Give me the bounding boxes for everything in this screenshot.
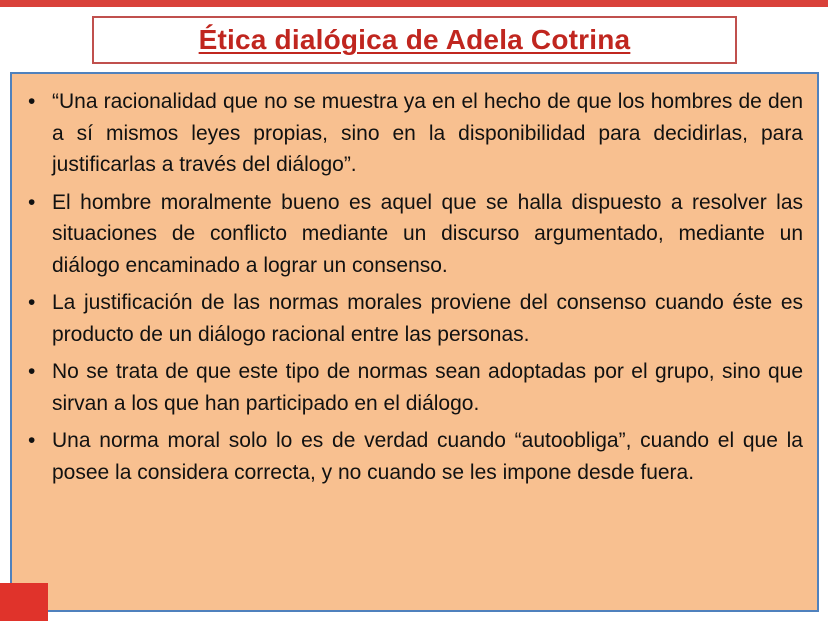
bullet-dot-icon: • bbox=[28, 360, 36, 383]
corner-accent-block bbox=[0, 583, 48, 621]
bullet-list bbox=[24, 86, 803, 488]
bullet-text: Una norma moral solo lo es de verdad cuando “autoobliga”, cuando el que la posee la considera correcta, y no cuando se les impone desde fuera. bbox=[52, 429, 803, 484]
bullet-item bbox=[24, 187, 803, 282]
bullet-dot-icon: • bbox=[28, 90, 36, 113]
bullet-dot-icon: • bbox=[28, 429, 36, 452]
bullet-text: “Una racionalidad que no se muestra ya en el hecho de que los hombres de den a sí mismos leyes propias, sino en la disponibilidad para decidirlas, para justificarlas a través del diálogo”. bbox=[52, 90, 803, 176]
top-accent-bar bbox=[0, 0, 828, 7]
slide-title-box bbox=[92, 16, 737, 64]
bullet-item bbox=[24, 287, 803, 350]
bullet-dot-icon: • bbox=[28, 190, 36, 214]
bullet-item bbox=[24, 425, 803, 488]
bullet-text: La justificación de las normas morales proviene del consenso cuando éste es producto de un diálogo racional entre las personas. bbox=[52, 291, 803, 346]
bullet-text: No se trata de que este tipo de normas sean adoptadas por el grupo, sino que sirvan a los que han participado en el diálogo. bbox=[52, 360, 803, 415]
bullet-dot-icon: • bbox=[28, 291, 36, 314]
bullet-item bbox=[24, 356, 803, 419]
bullet-text: El hombre moralmente bueno es aquel que se halla dispuesto a resolver las situaciones de conflicto mediante un discurso argumentado, mediante un diálogo encaminado a lograr un consenso. bbox=[52, 190, 803, 277]
content-panel bbox=[10, 72, 819, 612]
bullet-item bbox=[24, 86, 803, 181]
slide-title: Ética dialógica de Adela Cotrina bbox=[198, 24, 631, 55]
